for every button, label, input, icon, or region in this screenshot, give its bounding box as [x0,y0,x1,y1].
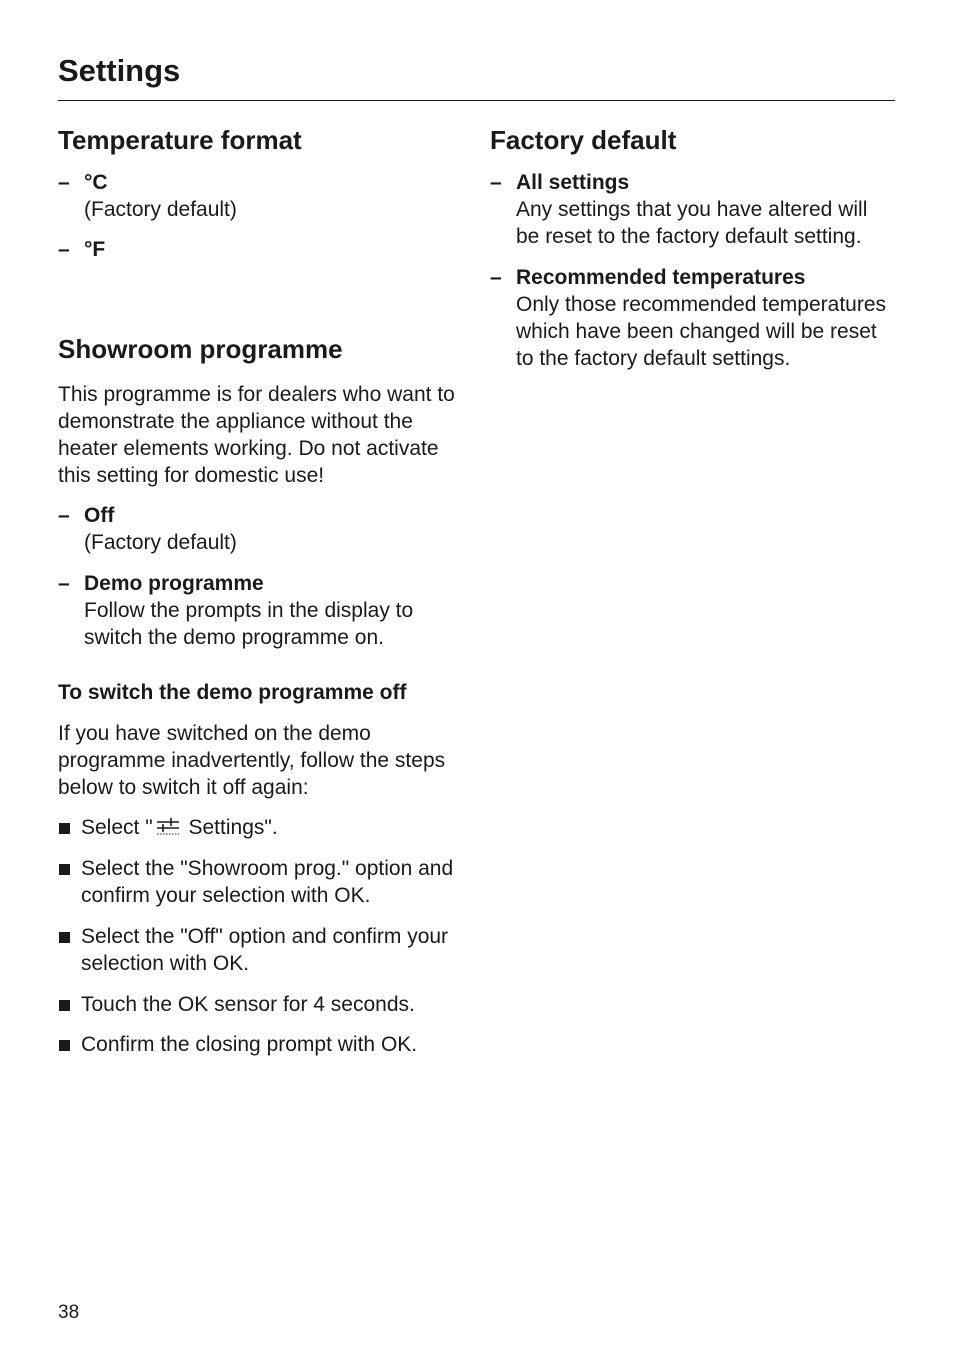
dash-bullet: – [58,238,70,261]
step-item [58,855,468,909]
showroom-programme-section [58,331,468,651]
square-bullet [59,823,70,834]
page-number: 38 [58,1302,80,1323]
option-demo-programme [58,570,468,651]
option-all-settings [490,169,890,250]
temperature-format-section [58,122,468,263]
square-bullet [59,1040,70,1051]
option-description: Only those recommended temperatures which have been changed will be reset to the factory default settings. [516,293,887,370]
factory-default-section [490,122,890,372]
showroom-programme-heading: Showroom programme [58,334,343,364]
option-label: Off [84,504,115,527]
showroom-intro: This programme is for dealers who want to demonstrate the appliance without the heater elements working. Do not activate this setting for domestic use! [58,383,455,487]
option-fahrenheit [58,236,468,263]
option-description: (Factory default) [84,531,237,554]
square-bullet [59,864,70,875]
dash-bullet: – [58,504,70,527]
step-text: Touch the OK sensor for 4 seconds. [81,993,415,1016]
option-celsius [58,169,468,223]
option-label: °F [84,238,106,261]
right-column [490,122,890,372]
dash-bullet: – [58,171,70,194]
step-item [58,814,468,841]
left-column [58,122,468,1058]
factory-default-heading: Factory default [490,125,677,155]
showroom-options [58,502,468,651]
switch-off-heading: To switch the demo programme off [58,681,407,704]
title-divider [58,100,895,101]
step-item [58,991,468,1018]
option-description: Follow the prompts in the display to switch the demo programme on. [84,599,414,649]
dash-bullet: – [490,171,502,194]
switch-off-section [58,679,468,1058]
dash-bullet: – [490,266,502,289]
step-item [58,923,468,977]
option-off [58,502,468,556]
factory-default-options [490,169,890,372]
square-bullet [59,932,70,943]
step-text: Select the "Off" option and confirm your selection with OK. [81,925,449,975]
step-item [58,1031,468,1058]
page-title: Settings [58,53,181,88]
switch-off-steps [58,814,468,1058]
settings-sliders-icon [155,817,181,837]
step-text-after: Settings". [182,816,278,839]
option-label: All settings [516,171,630,194]
switch-off-intro: If you have switched on the demo programme inadvertently, follow the steps below to switch it off again: [58,722,446,799]
option-description: Any settings that you have altered will be reset to the factory default setting. [516,198,868,248]
square-bullet [59,1000,70,1011]
temperature-format-options [58,169,468,263]
dash-bullet: – [58,572,70,595]
option-label: °C [84,171,108,194]
step-text-before: Select " [81,816,153,839]
step-text: Select the "Showroom prog." option and confirm your selection with OK. [81,857,454,907]
step-text: Confirm the closing prompt with OK. [81,1033,418,1056]
option-label: Demo programme [84,572,264,595]
option-description: (Factory default) [84,198,237,221]
option-recommended-temperatures [490,264,890,372]
option-label: Recommended temperatures [516,266,806,289]
temperature-format-heading: Temperature format [58,125,302,155]
